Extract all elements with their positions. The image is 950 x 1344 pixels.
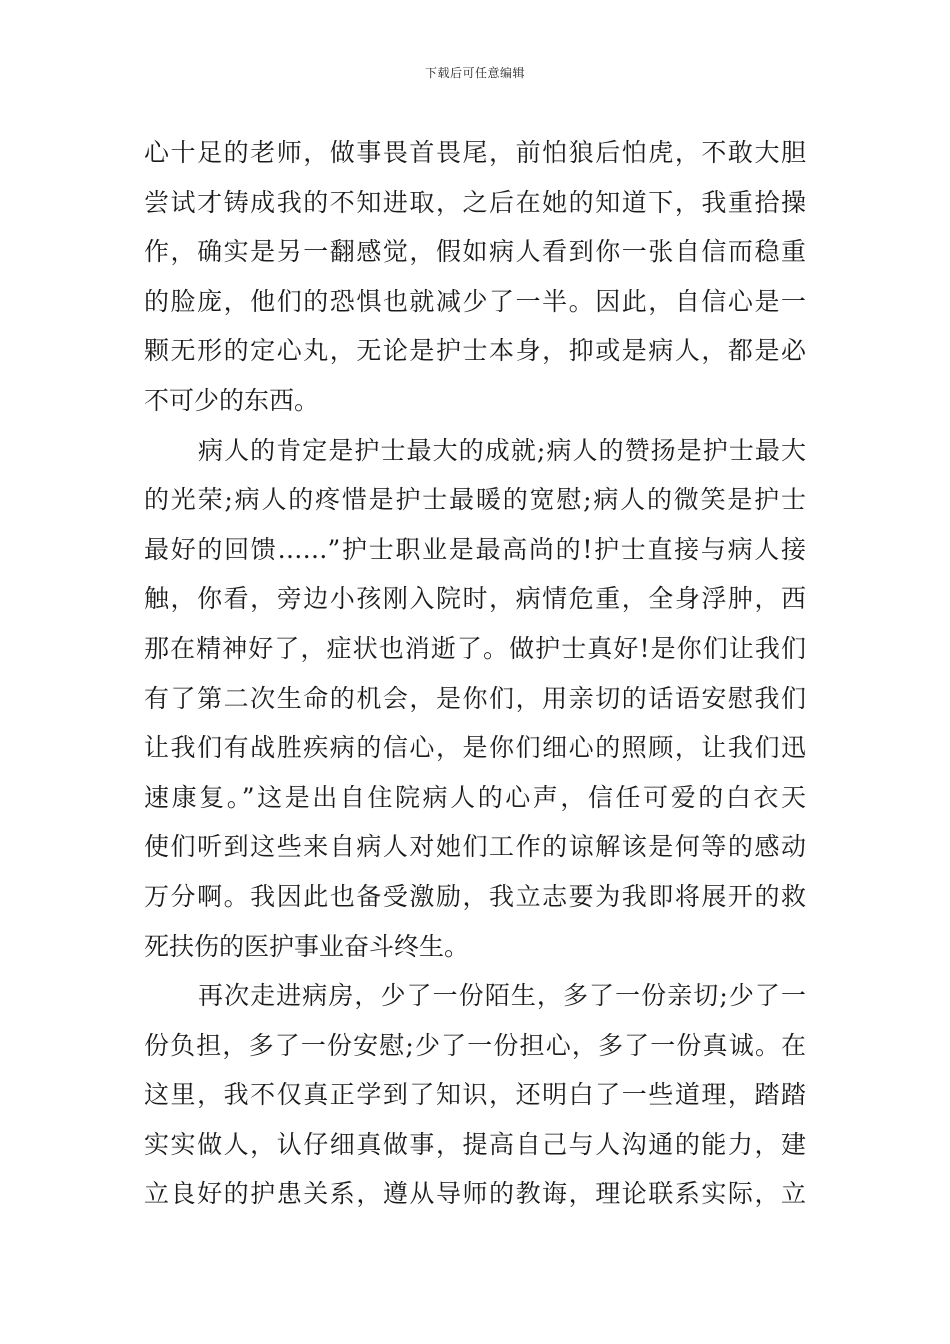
text-line: 最好的回馈……”护士职业是最高尚的!护士直接与病人接 bbox=[144, 534, 806, 564]
text-line: 实实做人，认仔细真做事，提高自己与人沟通的能力，建 bbox=[144, 1129, 806, 1159]
text-line: 再次走进病房，少了一份陌生，多了一份亲切;少了一 bbox=[198, 981, 806, 1011]
text-line: 不可少的东西。 bbox=[144, 385, 320, 415]
text-line: 死扶伤的医护事业奋斗终生。 bbox=[144, 931, 470, 961]
text-line: 的光荣;病人的疼惜是护士最暖的宽慰;病人的微笑是护士 bbox=[144, 485, 806, 515]
text-line: 尝试才铸成我的不知进取，之后在她的知道下，我重拾操 bbox=[144, 187, 806, 217]
text-line: 触，你看，旁边小孩刚入院时，病情危重，全身浮肿，西 bbox=[144, 584, 806, 614]
text-line: 这里，我不仅真正学到了知识，还明白了一些道理，踏踏 bbox=[144, 1080, 806, 1110]
text-line: 有了第二次生命的机会，是你们，用亲切的话语安慰我们 bbox=[144, 683, 806, 713]
text-line: 立良好的护患关系，遵从导师的教诲，理论联系实际，立 bbox=[144, 1179, 806, 1209]
text-line: 让我们有战胜疾病的信心，是你们细心的照顾，让我们迅 bbox=[144, 733, 806, 763]
text-line: 病人的肯定是护士最大的成就;病人的赞扬是护士最大 bbox=[198, 435, 806, 465]
text-line: 万分啊。我因此也备受激励，我立志要为我即将展开的救 bbox=[144, 881, 806, 911]
document-body bbox=[144, 128, 806, 1219]
page-header: 下载后可任意编辑 bbox=[424, 66, 525, 80]
text-line: 心十足的老师，做事畏首畏尾，前怕狼后怕虎，不敢大胆 bbox=[144, 138, 806, 167]
text-line: 那在精神好了，症状也消逝了。做护士真好!是你们让我们 bbox=[144, 633, 806, 663]
text-line: 颗无形的定心丸，无论是护士本身，抑或是病人，都是必 bbox=[144, 336, 806, 366]
text-line: 的脸庞，他们的恐惧也就减少了一半。因此，自信心是一 bbox=[144, 286, 806, 316]
text-line: 份负担，多了一份安慰;少了一份担心，多了一份真诚。在 bbox=[144, 1030, 806, 1060]
text-line: 速康复。”这是出自住院病人的心声，信任可爱的白衣天 bbox=[144, 782, 806, 812]
text-line: 作，确实是另一翻感觉，假如病人看到你一张自信而稳重 bbox=[144, 237, 806, 267]
text-line: 使们听到这些来自病人对她们工作的谅解该是何等的感动 bbox=[144, 832, 806, 862]
